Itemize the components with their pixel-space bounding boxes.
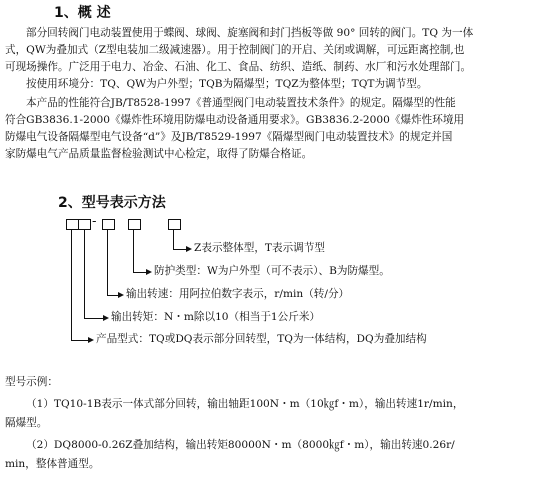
leader-line: [107, 230, 108, 296]
paragraph-line: 本产品的性能符合JB/T8528-1997《普通型阀门电动装置技术条件》的规定。隔爆型的性能: [26, 97, 456, 109]
leader-line: [133, 272, 147, 273]
paragraph-line: 按使用环境分：TQ、QW为户外型；TQB为隔爆型；TQZ为整体型；TQT为调节型。: [26, 78, 428, 90]
leader-line: [173, 230, 174, 250]
leader-line: [84, 318, 104, 319]
paragraph-line: 部分回转阀门电动装置使用于蝶阀、球阀、旋塞阀和封门挡板等做 90° 回转的阀门。TQ 为一体: [26, 27, 474, 39]
arrow-icon: [146, 269, 152, 275]
code-dash: -: [92, 213, 97, 228]
example-line: （2）DQ8000-0.26Z叠加结构，输出转矩80000N・m（8000㎏f・m），输出转速0.26r/: [26, 439, 455, 451]
code-box-speed: [102, 219, 115, 230]
label-product-type: 产品型式：TQ或DQ表示部分回转型，TQ为一体结构，DQ为叠加结构: [96, 333, 427, 345]
leader-line: [71, 340, 89, 341]
code-box-protection: [128, 219, 141, 230]
section-2-heading: 2、型号表示方法: [58, 195, 166, 211]
leader-line: [133, 230, 134, 273]
label-speed: 输出转速：用阿拉伯数字表示，r/min（转/分）: [126, 288, 350, 300]
leader-line: [84, 230, 85, 319]
label-protection: 防护类型：W为户外型（可不表示）、B为防爆型。: [154, 265, 390, 277]
code-box-torque: [78, 219, 91, 230]
label-type: Z表示整体型，T表示调节型: [194, 242, 325, 254]
arrow-icon: [186, 246, 192, 252]
examples-title: 型号示例：: [5, 376, 58, 388]
arrow-icon: [103, 315, 109, 321]
code-box-type: [168, 219, 181, 230]
paragraph-line: 家防爆电气产品质量监督检验测试中心检定，取得了防爆合格证。: [5, 148, 313, 160]
arrow-icon: [88, 337, 94, 343]
paragraph-line: 防爆电气设备隔爆型电气设备“d”》及JB/T8529-1997《隔爆型阀门电动装置技术》的规定并国: [5, 131, 453, 143]
section-1-heading: 1、概 述: [54, 5, 111, 21]
paragraph-line: 符合GB3836.1-2000《爆炸性环境用防爆电动设备通用要求》。GB3836.2-2000《爆炸性环境用: [5, 114, 465, 126]
label-torque: 输出转矩：N・m除以10（相当于1公斤米）: [111, 311, 321, 323]
example-line: （1）TQ10-1B表示一体式部分回转，输出轴距100N・m（10㎏f・m），输出转速1r/min，: [26, 398, 464, 410]
leader-line: [173, 249, 187, 250]
paragraph-line: 式，QW为叠加式（Z型电装加二级减速器）。用于控制阀门的开启、关闭或调解，可远距离控制,也: [5, 44, 465, 56]
paragraph-line: 可现场操作。广泛用于电力、冶金、石油、化工、食品、纺织、造纸、制药、水厂和污水处理部门。: [5, 61, 472, 73]
example-line: 隔爆型。: [5, 417, 48, 429]
leader-line: [71, 230, 72, 341]
arrow-icon: [118, 292, 124, 298]
example-line: min，整体普通型。: [5, 458, 100, 470]
